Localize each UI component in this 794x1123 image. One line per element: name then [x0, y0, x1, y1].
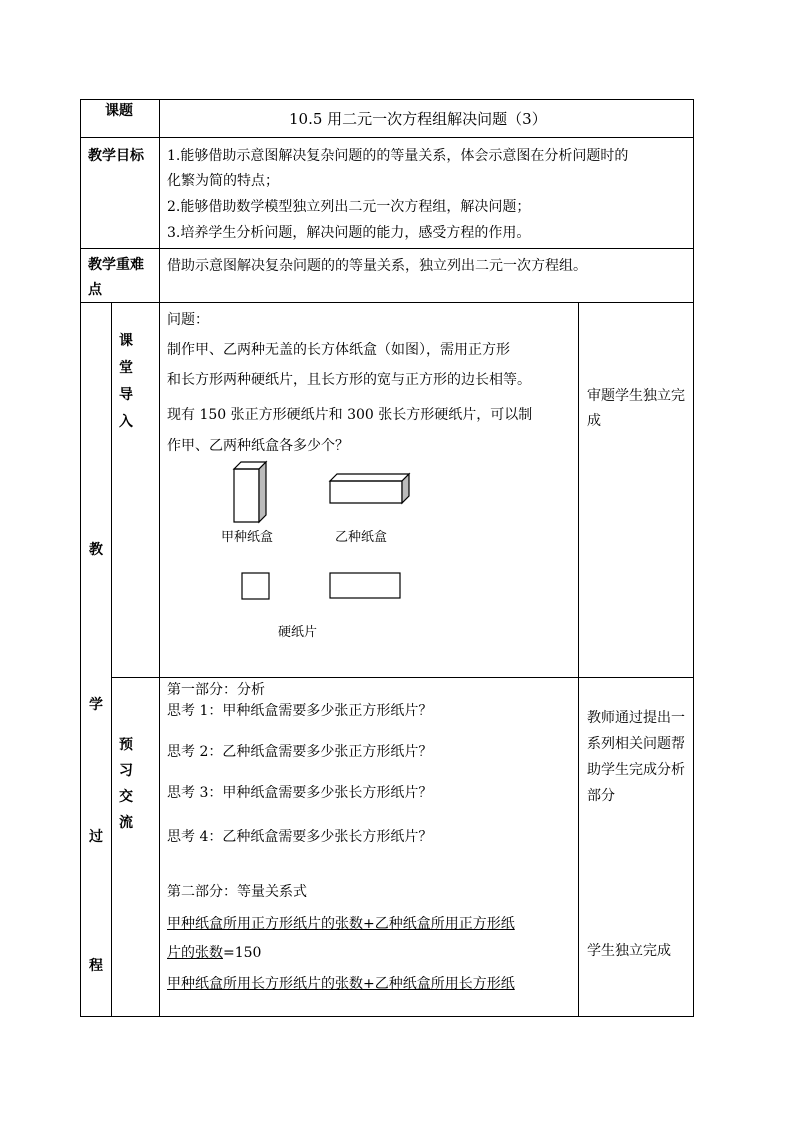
process-label-char-3: 过 [89, 829, 103, 845]
equation-1-underlined-part: 片的张数 [167, 945, 223, 961]
table-border-bottom [80, 1016, 694, 1017]
keypoints-label-line-2: 点 [88, 282, 102, 298]
box-a-label: 甲种纸盒 [221, 530, 274, 545]
cards-label: 硬纸片 [278, 625, 318, 640]
question-2: 思考 2：乙种纸盒需要多少张正方形纸片？ [167, 744, 433, 760]
intro-line-3: 和长方形两种硬纸片，且长方形的宽与正方形的边长相等。 [167, 372, 531, 388]
row-divider-title [80, 137, 694, 138]
row-divider-goals [80, 248, 694, 249]
intro-label-char-2: 堂 [119, 360, 133, 376]
preview-label-char-2: 习 [119, 763, 133, 779]
intro-line-1: 问题： [167, 312, 209, 328]
table-border-top [80, 99, 694, 100]
box-a-figure [230, 460, 280, 530]
table-border-left [80, 99, 81, 1017]
rectangle-card-figure [328, 572, 404, 602]
preview-note-2: 学生独立完成 [587, 943, 671, 959]
col-divider-process [111, 302, 112, 1017]
intro-label-char-1: 课 [119, 333, 133, 349]
col-divider-label [159, 99, 160, 1017]
equation-2-line-1: 甲种纸盒所用长方形纸片的张数+乙种纸盒所用长方形纸 [167, 976, 515, 992]
preview-label-char-1: 预 [119, 737, 133, 753]
intro-line-4: 现有 150 张正方形硬纸片和 300 张长方形硬纸片，可以制 [167, 407, 533, 423]
goal-line-2: 化繁为简的特点； [167, 173, 279, 189]
part1-title: 第一部分：分析 [167, 682, 265, 698]
equation-1-value: =150 [223, 945, 262, 961]
process-label-char-1: 教 [89, 542, 103, 558]
intro-line-2: 制作甲、乙两种无盖的长方体纸盒（如图），需用正方形 [167, 342, 510, 358]
question-1: 思考 1：甲种纸盒需要多少张正方形纸片？ [167, 703, 433, 719]
question-3: 思考 3：甲种纸盒需要多少张长方形纸片？ [167, 785, 433, 801]
box-b-label: 乙种纸盒 [335, 530, 388, 545]
preview-note-line-1: 教师通过提出一 [587, 710, 685, 726]
intro-note-line-2: 成 [587, 413, 601, 429]
intro-label-char-3: 导 [119, 387, 133, 403]
preview-note-line-4: 部分 [587, 788, 615, 804]
question-4: 思考 4：乙种纸盒需要多少张长方形纸片？ [167, 829, 433, 845]
equation-1-line-1: 甲种纸盒所用正方形纸片的张数+乙种纸盒所用正方形纸 [167, 916, 515, 932]
preview-label-char-4: 流 [119, 815, 133, 831]
preview-note-line-2: 系列相关问题帮 [587, 736, 685, 752]
intro-label-char-4: 入 [119, 414, 133, 430]
intro-line-5: 作甲、乙两种纸盒各多少个？ [167, 438, 349, 454]
goal-line-1: 1.能够借助示意图解决复杂问题的的等量关系，体会示意图在分析问题时的 [167, 148, 629, 164]
goals-label: 教学目标 [88, 148, 144, 164]
table-border-right [693, 99, 694, 1017]
keypoints-label-line-1: 教学重难 [88, 257, 144, 273]
box-b-figure [328, 470, 418, 510]
goal-line-3: 2.能够借助数学模型独立列出二元一次方程组，解决问题； [167, 199, 531, 215]
course-label: 课题 [105, 103, 133, 119]
process-label-char-4: 程 [89, 958, 103, 974]
preview-label-char-3: 交 [119, 789, 133, 805]
equation-1-line-2 [167, 940, 261, 966]
part2-title: 第二部分：等量关系式 [167, 884, 307, 900]
preview-note-line-3: 助学生完成分析 [587, 762, 685, 778]
process-label-char-2: 学 [89, 697, 103, 713]
row-divider-keypoints [80, 302, 694, 303]
square-card-figure [240, 572, 272, 602]
page-title: 10.5 用二元一次方程组解决问题（3） [289, 110, 547, 128]
goal-line-4: 3.培养学生分析问题，解决问题的能力，感受方程的作用。 [167, 225, 531, 241]
keypoints-text: 借助示意图解决复杂问题的的等量关系，独立列出二元一次方程组。 [167, 258, 587, 274]
intro-note-line-1: 审题学生独立完 [587, 388, 685, 404]
col-divider-notes [578, 302, 579, 1017]
